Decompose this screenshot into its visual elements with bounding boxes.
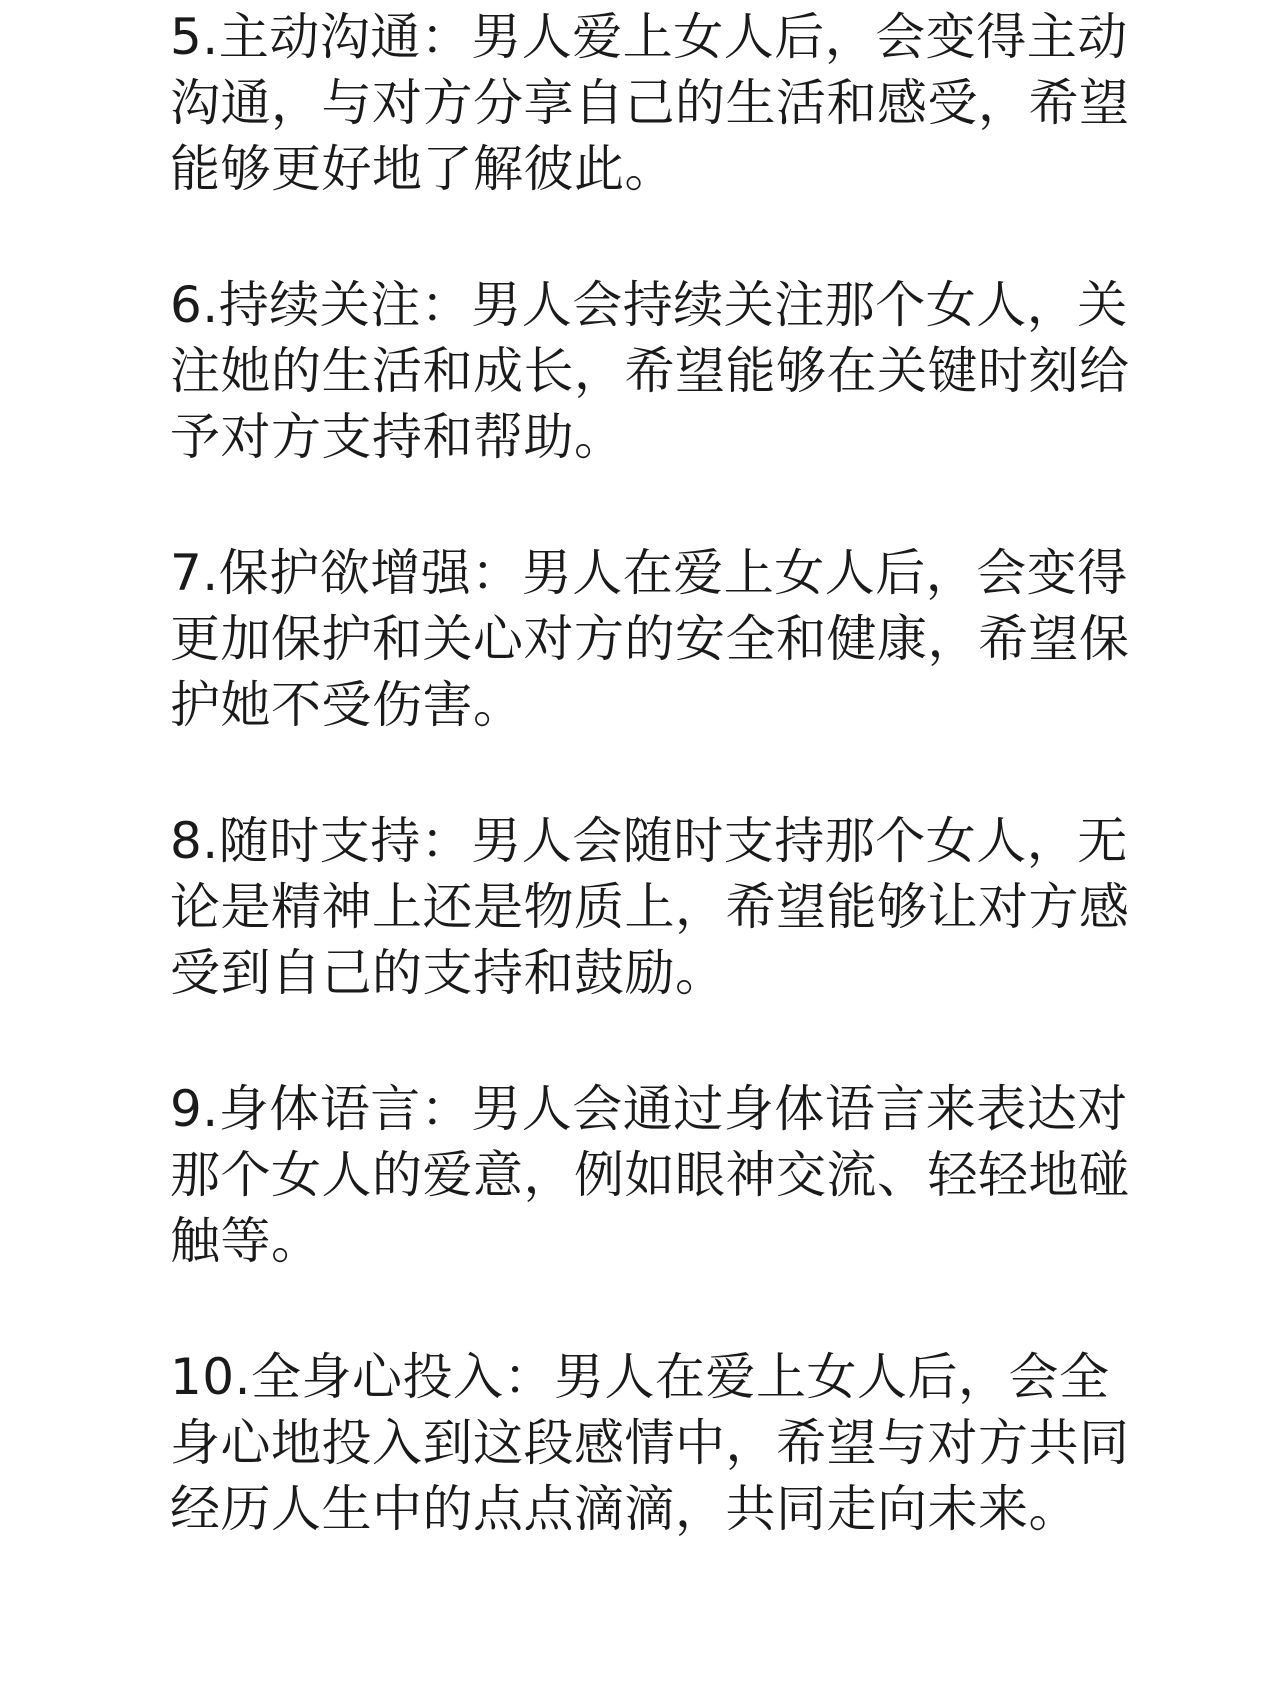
article-body [170,4,1160,1612]
text-line: 更加保护和关心对方的安全和健康，希望保 [170,610,1130,668]
text-line: 予对方支持和帮助。 [170,408,625,466]
text-line: 6.持续关注：男人会持续关注那个女人，关 [170,276,1128,334]
text-line: 那个女人的爱意，例如眼神交流、轻轻地碰 [170,1146,1130,1204]
list-item-9 [170,1076,1160,1274]
text-line: 7.保护欲增强：男人在爱上女人后，会变得 [170,544,1128,602]
text-line: 注她的生活和成长，希望能够在关键时刻给 [170,342,1130,400]
text-line: 受到自己的支持和鼓励。 [170,944,726,1002]
text-line: 能够更好地了解彼此。 [170,140,675,198]
text-line: 9.身体语言：男人会通过身体语言来表达对 [170,1080,1128,1138]
list-item-6 [170,272,1160,470]
list-item-7 [170,540,1160,738]
text-line: 经历人生中的点点滴滴，共同走向未来。 [170,1480,1079,1538]
text-line: 8.随时支持：男人会随时支持那个女人，无 [170,812,1128,870]
text-line: 10.全身心投入：男人在爱上女人后，会全 [170,1348,1110,1406]
list-item-10 [170,1344,1160,1542]
text-line: 5.主动沟通：男人爱上女人后，会变得主动 [170,8,1128,66]
text-line: 身心地投入到这段感情中，希望与对方共同 [170,1414,1130,1472]
text-line: 触等。 [170,1212,322,1270]
text-line: 护她不受伤害。 [170,676,524,734]
list-item-8 [170,808,1160,1006]
text-line: 论是精神上还是物质上，希望能够让对方感 [170,878,1130,936]
list-item-5 [170,4,1160,202]
text-line: 沟通，与对方分享自己的生活和感受，希望 [170,74,1130,132]
